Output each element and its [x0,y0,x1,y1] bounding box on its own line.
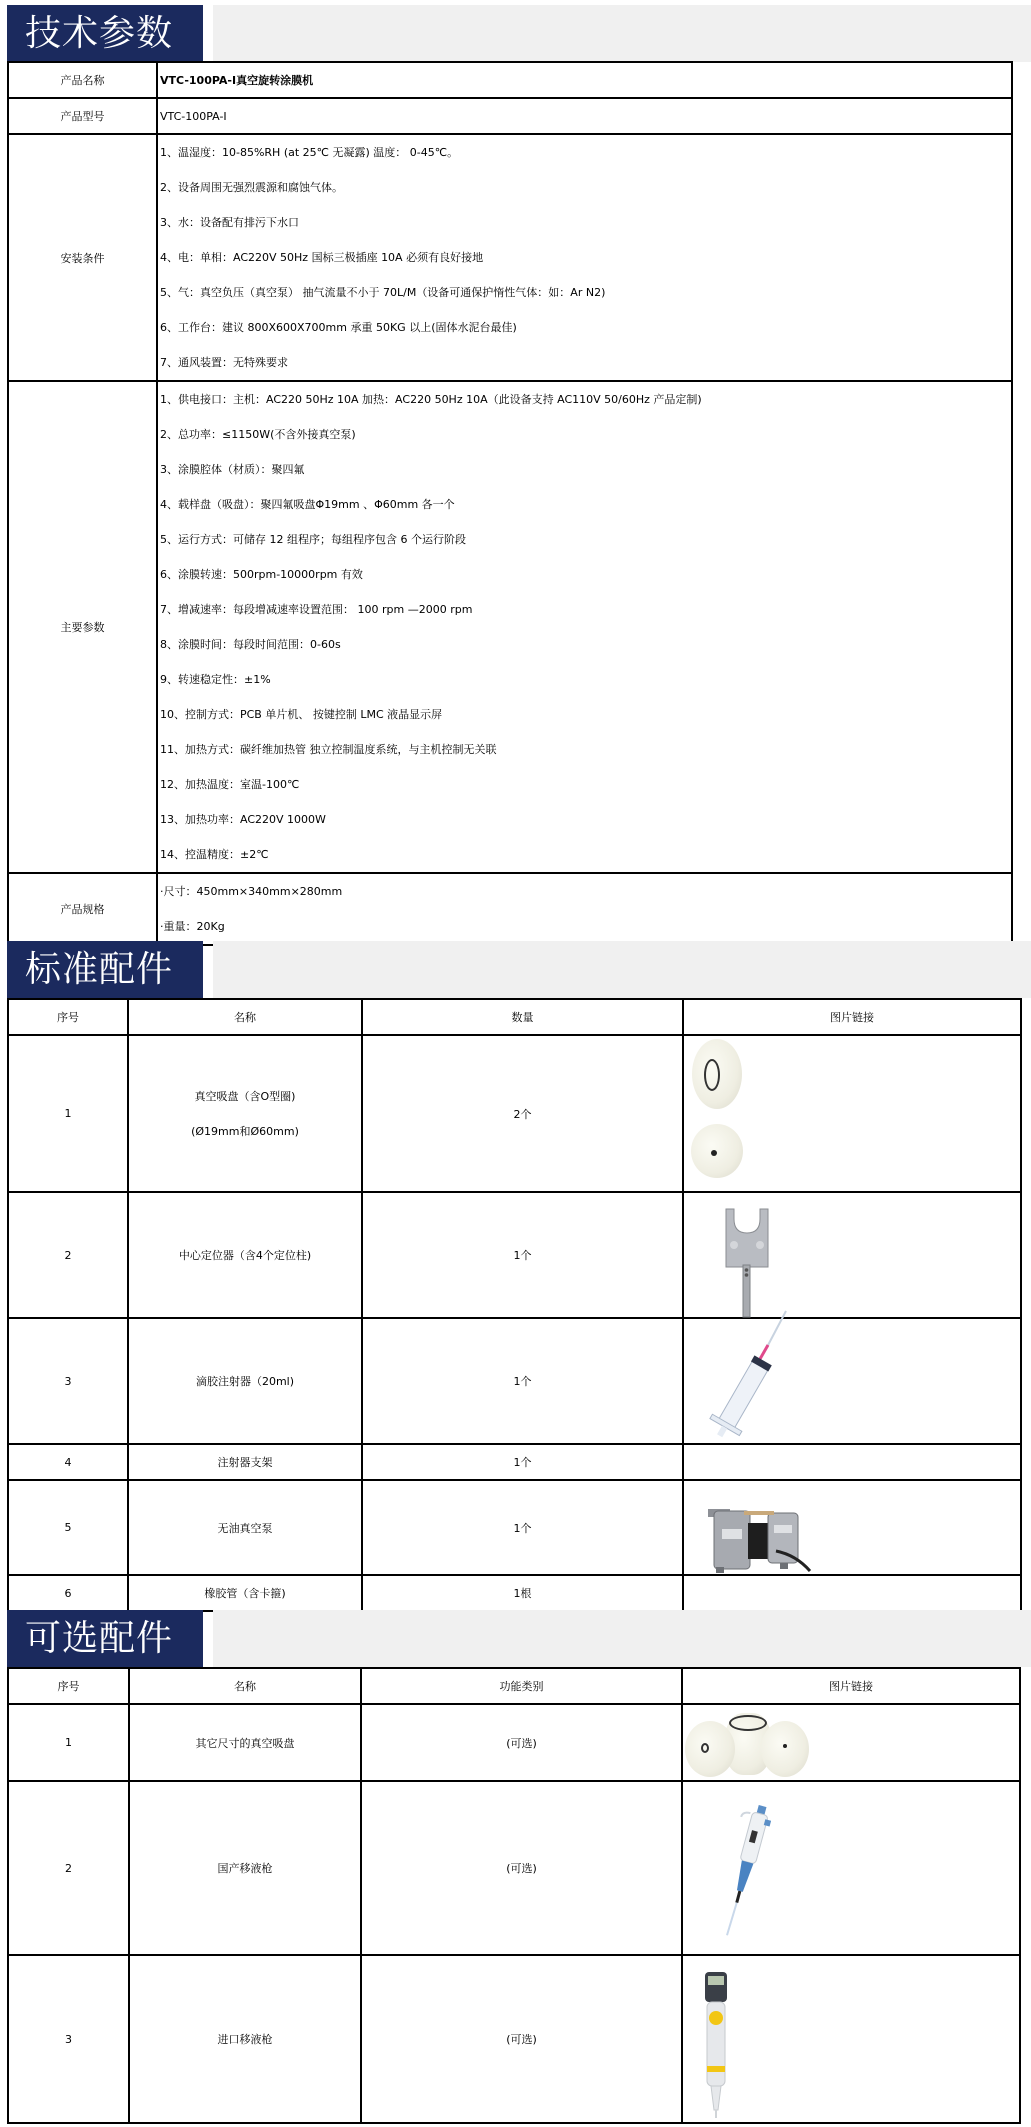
center-locator-image [724,1207,770,1319]
row-name: 橡胶管（含卡箍) [128,1575,362,1611]
column-header-image: 图片链接 [683,999,1021,1035]
table-row [8,1575,1021,1611]
list-item: 6、工作台：建议 800X600X700mm 承重 50KG 以上(固体水泥台最佳) [160,321,517,334]
list-item: 1、温湿度：10-85%RH (at 25℃ 无凝露) 温度： 0-45℃。 [160,146,459,159]
image-cell [682,1955,1020,2123]
list-item: 7、增减速率：每段增减速率设置范围： 100 rpm —2000 rpm [160,603,473,616]
vacuum-chucks-set-image [685,1711,811,1779]
spec-row-main-params [8,381,1012,873]
row-no: 2 [8,1192,128,1318]
row-qty: 1个 [362,1480,683,1575]
row-name: 中心定位器（含4个定位柱) [128,1192,362,1318]
row-category: (可选) [361,1955,682,2123]
row-label: 产品型号 [8,98,157,134]
section-title: 标准配件 [7,941,203,998]
spec-row-product-model [8,98,1012,134]
spec-row-product-specs [8,873,1012,945]
main-params-list [157,381,1012,873]
list-item: 14、控温精度：±2℃ [160,848,269,861]
row-qty: 1个 [362,1192,683,1318]
row-no: 3 [8,1318,128,1444]
syringe-image [702,1309,792,1445]
column-header-image: 图片链接 [682,1668,1020,1704]
list-item: 5、运行方式：可储存 12 组程序；每组程序包含 6 个运行阶段 [160,533,466,546]
row-qty: 1根 [362,1575,683,1611]
row-label: 主要参数 [8,381,157,873]
list-item: ·重量：20Kg [160,920,225,933]
list-item: 6、涂膜转速：500rpm-10000rpm 有效 [160,568,363,581]
row-name: 其它尺寸的真空吸盘 [129,1704,361,1781]
spec-table [7,61,1013,946]
list-item: 2、总功率：≤1150W(不含外接真空泵) [160,428,356,441]
vacuum-chuck-60mm-image [691,1124,743,1178]
image-cell [683,1444,1021,1480]
list-item: 5、气：真空负压（真空泵） 抽气流量不小于 70L/M（设备可通保护惰性气体：如：Ar N2) [160,286,606,299]
header-band [213,5,1031,62]
spec-row-install-conditions [8,134,1012,381]
list-item: 9、转速稳定性：±1% [160,673,271,686]
row-category: (可选) [361,1781,682,1955]
standard-accessories-table [7,998,1022,1612]
row-no: 6 [8,1575,128,1611]
table-row [8,1480,1021,1575]
row-no: 1 [8,1704,129,1781]
name-line: 真空吸盘（含O型圈) [194,1089,296,1103]
table-row [8,1704,1020,1781]
list-item: 3、涂膜腔体（材质）：聚四氟 [160,463,305,476]
vacuum-pump-image [704,1505,812,1575]
row-name [128,1035,362,1192]
section-header-standard-accessories [7,941,1031,998]
row-no: 4 [8,1444,128,1480]
row-name: 滴胶注射器（20ml) [128,1318,362,1444]
list-item: 12、加热温度：室温-100℃ [160,778,300,791]
vacuum-chuck-19mm-image [692,1039,742,1109]
table-row [8,1192,1021,1318]
row-label: 安装条件 [8,134,157,381]
list-item: 2、设备周围无强烈震源和腐蚀气体。 [160,181,343,194]
list-item: 7、通风装置：无特殊要求 [160,356,288,369]
row-name: 注射器支架 [128,1444,362,1480]
product-name-value: VTC-100PA-I真空旋转涂膜机 [157,62,1012,98]
name-line: (Ø19mm和Ø60mm) [191,1124,299,1138]
list-item: 4、载样盘（吸盘）：聚四氟吸盘Φ19mm 、Φ60mm 各一个 [160,498,455,511]
image-cell [682,1704,1020,1781]
column-header-qty: 数量 [362,999,683,1035]
header-band [213,941,1031,998]
row-no: 3 [8,1955,129,2123]
image-cell [682,1781,1020,1955]
header-band [213,1610,1031,1667]
row-name: 国产移液枪 [129,1781,361,1955]
table-header-row [8,1668,1020,1704]
column-header-name: 名称 [128,999,362,1035]
table-row [8,1318,1021,1444]
table-row [8,1955,1020,2123]
row-no: 1 [8,1035,128,1192]
image-cell [683,1480,1021,1575]
list-item: 8、涂膜时间：每段时间范围：0-60s [160,638,341,651]
product-specs-list [157,873,1012,945]
row-label: 产品规格 [8,873,157,945]
list-item: 11、加热方式：碳纤维加热管 独立控制温度系统，与主机控制无关联 [160,743,497,756]
optional-accessories-table [7,1667,1021,2124]
spec-row-product-name [8,62,1012,98]
section-title: 技术参数 [7,5,203,62]
table-header-row [8,999,1021,1035]
list-item: ·尺寸：450mm×340mm×280mm [160,885,343,898]
image-cell [683,1575,1021,1611]
row-no: 2 [8,1781,129,1955]
list-item: 4、电：单相：AC220V 50Hz 国标三极插座 10A 必须有良好接地 [160,251,484,264]
row-qty: 2个 [362,1035,683,1192]
row-qty: 1个 [362,1444,683,1480]
image-cell [683,1192,1021,1318]
table-row [8,1781,1020,1955]
manual-pipette-image [721,1802,771,1942]
row-name: 进口移液枪 [129,1955,361,2123]
section-title: 可选配件 [7,1610,203,1667]
column-header-no: 序号 [8,1668,129,1704]
column-header-name: 名称 [129,1668,361,1704]
row-qty: 1个 [362,1318,683,1444]
column-header-category: 功能类别 [361,1668,682,1704]
section-header-tech-params [7,5,1031,62]
list-item: 13、加热功率：AC220V 1000W [160,813,326,826]
electronic-pipette-image [701,1970,731,2120]
install-conditions-list [157,134,1012,381]
image-cell [683,1318,1021,1444]
product-model-value: VTC-100PA-I [157,98,1012,134]
image-cell [683,1035,1021,1192]
table-row [8,1035,1021,1192]
list-item: 10、控制方式：PCB 单片机、 按键控制 LMC 液晶显示屏 [160,708,443,721]
list-item: 1、供电接口：主机：AC220 50Hz 10A 加热：AC220 50Hz 10A（此设备支持 AC110V 50/60Hz 产品定制) [160,393,702,406]
row-category: (可选) [361,1704,682,1781]
row-no: 5 [8,1480,128,1575]
table-row [8,1444,1021,1480]
row-name: 无油真空泵 [128,1480,362,1575]
section-header-optional-accessories [7,1610,1031,1667]
list-item: 3、水：设备配有排污下水口 [160,216,299,229]
row-label: 产品名称 [8,62,157,98]
column-header-no: 序号 [8,999,128,1035]
